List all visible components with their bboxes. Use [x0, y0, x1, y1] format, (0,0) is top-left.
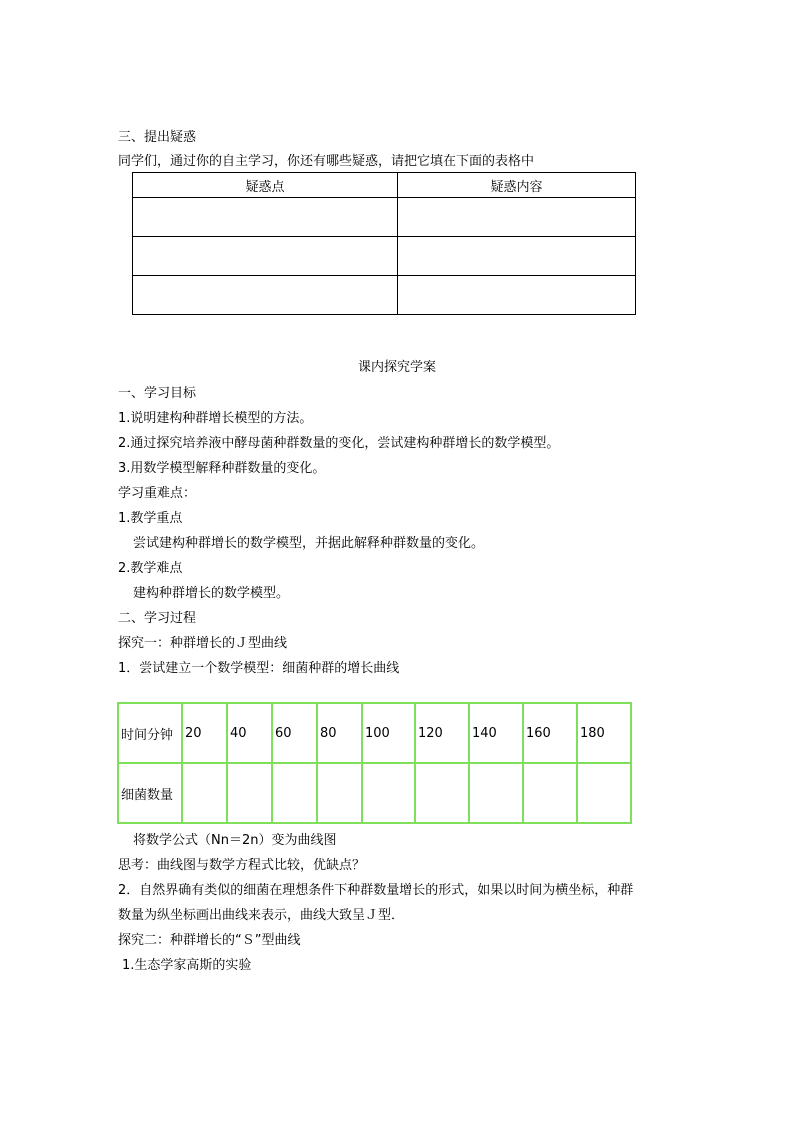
row-label-count: 细菌数量	[118, 763, 182, 823]
key-point-1-text: 尝试建构种群增长的数学模型，并据此解释种群数量的变化。	[133, 536, 485, 551]
table-row	[118, 763, 631, 823]
count-cell[interactable]	[182, 763, 227, 823]
process-heading: 二、学习过程	[118, 611, 197, 626]
goals-heading: 一、学习目标	[118, 386, 197, 401]
explore1-step1: 1．尝试建立一个数学模型：细菌种群的增长曲线	[118, 661, 400, 676]
count-cell[interactable]	[317, 763, 362, 823]
time-cell: 80	[317, 703, 362, 763]
explore2-step1: 1.生态学家高斯的实验	[122, 958, 252, 973]
col-header-doubt-point: 疑惑点	[133, 173, 398, 198]
table-row	[133, 198, 636, 237]
table-cell[interactable]	[398, 237, 636, 276]
section-heading-doubts: 三、提出疑惑	[118, 130, 197, 145]
goal-item: 1.说明建构种群增长模型的方法。	[118, 411, 313, 426]
table-cell[interactable]	[133, 276, 398, 315]
count-cell[interactable]	[577, 763, 631, 823]
explore1-title: 探究一：种群增长的Ｊ型曲线	[118, 636, 288, 651]
count-cell[interactable]	[227, 763, 272, 823]
table-row	[133, 276, 636, 315]
time-cell: 120	[415, 703, 469, 763]
row-label-time: 时间分钟	[118, 703, 182, 763]
count-cell[interactable]	[415, 763, 469, 823]
table-cell[interactable]	[398, 198, 636, 237]
table-row	[133, 237, 636, 276]
key-point-2-text: 建构种群增长的数学模型。	[133, 586, 290, 601]
count-cell[interactable]	[272, 763, 317, 823]
count-cell[interactable]	[469, 763, 523, 823]
key-point-2-title: 2.教学难点	[118, 561, 183, 576]
think-question: 思考：曲线图与数学方程式比较，优缺点？	[118, 858, 366, 873]
count-cell[interactable]	[523, 763, 577, 823]
time-cell: 20	[182, 703, 227, 763]
doubts-table	[132, 172, 636, 315]
time-cell: 140	[469, 703, 523, 763]
doubts-table-header	[133, 173, 636, 198]
formula-note: 将数学公式（Nn＝2n）变为曲线图	[133, 833, 337, 848]
time-cell: 60	[272, 703, 317, 763]
table-row	[118, 703, 631, 763]
goal-item: 3.用数学模型解释种群数量的变化。	[118, 461, 326, 476]
table-cell[interactable]	[133, 198, 398, 237]
time-cell: 180	[577, 703, 631, 763]
explore2-title: 探究二：种群增长的“Ｓ”型曲线	[118, 933, 301, 948]
col-header-doubt-content: 疑惑内容	[398, 173, 636, 198]
key-points-heading: 学习重难点：	[118, 486, 197, 501]
goal-item: 2.通过探究培养液中酵母菌种群数量的变化，尝试建构种群增长的数学模型。	[118, 436, 560, 451]
table-cell[interactable]	[398, 276, 636, 315]
time-cell: 40	[227, 703, 272, 763]
page-title: 课内探究学案	[357, 360, 436, 375]
step2-line1: 2．自然界确有类似的细菌在理想条件下种群数量增长的形式，如果以时间为横坐标，种群	[118, 883, 634, 898]
time-cell: 160	[523, 703, 577, 763]
step2-line2: 数量为纵坐标画出曲线来表示，曲线大致呈Ｊ型．	[118, 908, 405, 923]
table-cell[interactable]	[133, 237, 398, 276]
time-cell: 100	[362, 703, 415, 763]
doubts-intro: 同学们，通过你的自主学习，你还有哪些疑惑，请把它填在下面的表格中	[118, 154, 535, 169]
bacteria-growth-table	[117, 702, 632, 824]
count-cell[interactable]	[362, 763, 415, 823]
key-point-1-title: 1.教学重点	[118, 511, 183, 526]
